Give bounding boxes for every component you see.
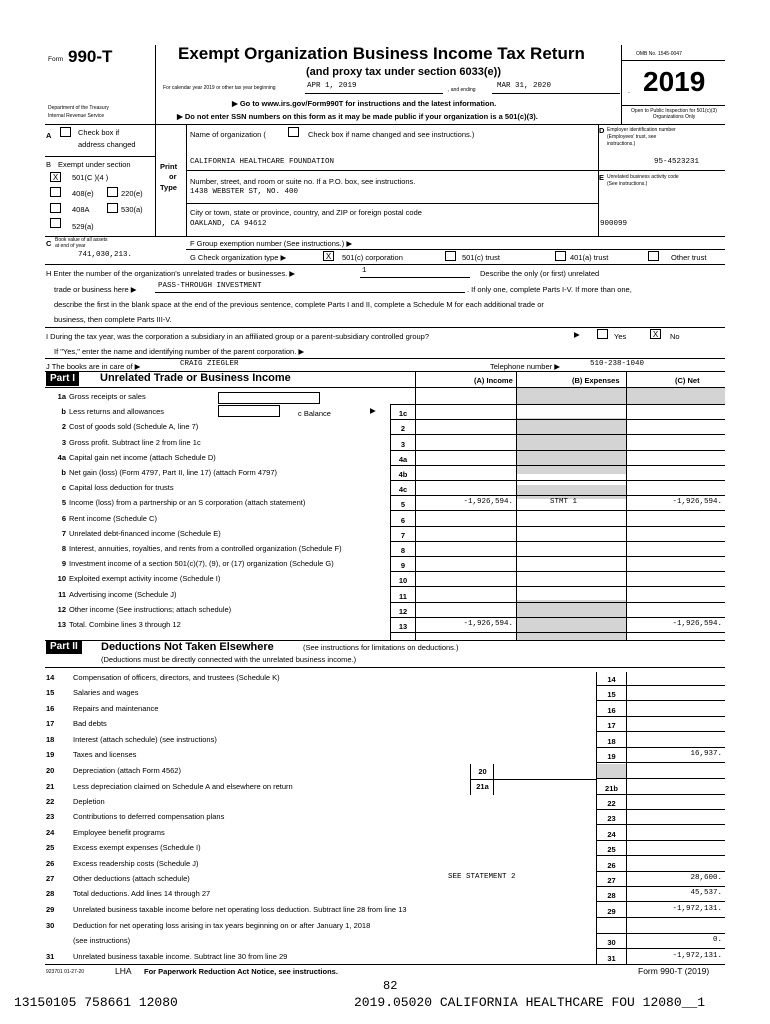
408a-checkbox[interactable] [50,203,61,213]
501c-trust-checkbox[interactable] [445,251,456,261]
deduction-amount: -1,972,131. [672,905,722,913]
city-state-zip: OAKLAND, CA 94612 [190,220,267,228]
and-ending: , and ending [448,87,476,93]
dept-treasury: Department of the Treasury [48,105,109,111]
trade-count: 1 [362,267,367,275]
subsidiary-yes-checkbox[interactable] [597,329,608,339]
other-trust-checkbox[interactable] [648,251,659,261]
part-2-title: Deductions Not Taken Elsewhere [101,641,274,653]
street-address: 1438 WEBSTER ST, NO. 400 [190,188,299,196]
statement-2-ref: SEE STATEMENT 2 [448,873,516,881]
calendar-text: For calendar year 2019 or other tax year beginning [163,85,276,91]
goto-instructions: ▶ Go to www.irs.gov/Form990T for instructions and the latest information. [232,99,497,108]
529a-checkbox[interactable] [50,218,61,228]
net-column-value: -1,926,594. [672,498,722,506]
408e-checkbox[interactable] [50,187,61,197]
activity-code: 900099 [600,220,628,228]
gross-receipts-field[interactable] [218,392,320,404]
501c-corporation-checkbox[interactable]: X [323,251,334,261]
book-value: 741,030,213. [78,251,133,259]
ssn-warning: ▶ Do not enter SSN numbers on this form as it may be made public if your organization is a 501(c)(3). [177,112,538,121]
address-changed-checkbox[interactable] [60,127,71,137]
begin-date: APR 1, 2019 [307,82,357,90]
business-description: PASS-THROUGH INVESTMENT [158,282,262,290]
organization-name: CALIFORNIA HEALTHCARE FOUNDATION [190,158,335,166]
form-subtitle: (and proxy tax under section 6033(e)) [306,66,501,78]
income-column-value: -1,926,594. [463,498,513,506]
paperwork-notice: For Paperwork Reduction Act Notice, see instructions. [144,967,338,976]
part-1-title: Unrelated Trade or Business Income [100,372,291,384]
deduction-amount: 45,537. [690,889,722,897]
document-locator: 13150105 758661 12080 [14,995,178,1010]
end-date: MAR 31, 2020 [497,82,552,90]
subsidiary-no-checkbox[interactable]: X [650,329,661,339]
form-number: 990-T [68,47,113,66]
deduction-amount: 0. [712,936,722,944]
form-title: Exempt Organization Business Income Tax Return [178,44,585,63]
deduction-amount: -1,972,131. [672,952,722,960]
530a-checkbox[interactable] [107,203,118,213]
return-identifier: 2019.05020 CALIFORNIA HEALTHCARE FOU 12080__1 [354,995,706,1010]
public-inspection: Open to Public Inspection for 501(c)(3) Organizations Only [631,108,717,120]
books-care-of: CRAIG ZIEGLER [180,360,239,368]
501c-checkbox[interactable]: X [50,172,61,182]
deduction-amount: 28,600. [690,874,722,882]
returns-allowances-field[interactable] [218,405,280,417]
form-reference: Form 990-T (2019) [638,966,710,976]
220e-checkbox[interactable] [107,187,118,197]
part-1-tag: Part I [46,372,79,386]
deduction-amount: 16,937. [690,750,722,758]
omb-number: OMB No. 1545-0047 [636,51,682,57]
name-changed-checkbox[interactable] [288,127,299,137]
telephone-number: 510-238-1040 [590,360,645,368]
part-2-tag: Part II [46,641,82,654]
expense-column-value: STMT 1 [550,498,578,506]
net-column-value: -1,926,594. [672,620,722,628]
tax-year: 2019 [643,66,706,97]
income-column-value: -1,926,594. [463,620,513,628]
401a-trust-checkbox[interactable] [555,251,566,261]
ein: 95-4523231 [654,158,700,166]
form-label: Form [48,56,64,63]
page-number: 82 [383,979,398,993]
irs-label: Internal Revenue Service [48,113,105,119]
